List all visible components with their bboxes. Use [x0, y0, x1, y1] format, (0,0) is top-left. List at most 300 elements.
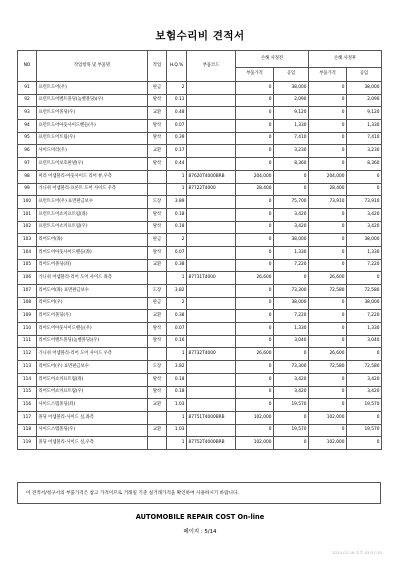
cell-work: [148, 411, 167, 424]
cell-part-code: 87722T4000: [187, 183, 236, 196]
cell-after-labor: 7,220: [347, 259, 382, 272]
cell-no: 117: [18, 411, 37, 424]
cell-work: 탈착: [148, 158, 167, 171]
cell-before-labor: 7,220: [274, 259, 309, 272]
cell-before-labor: 1,330: [274, 120, 309, 133]
table-row: [18, 183, 382, 196]
table-row: [18, 348, 382, 361]
cell-before-labor: 0: [274, 170, 309, 183]
cell-no: 101: [18, 208, 37, 221]
cell-after-part-price: 0: [309, 399, 347, 412]
cell-after-labor: 1,330: [347, 120, 382, 133]
cell-after-labor: 0: [347, 272, 382, 285]
cell-after-part-price: 0: [309, 373, 347, 386]
table-row: [18, 234, 382, 247]
cell-hq: 0.18: [167, 221, 187, 234]
cell-item-name: 리어도어(좌) 표면판금보수: [37, 285, 148, 298]
estimate-rows: [18, 82, 382, 450]
cell-work: 도장: [148, 196, 167, 209]
cell-part-code: 87751T4000BRB: [187, 411, 236, 424]
cell-after-part-price: 73,910: [309, 196, 347, 209]
cell-no: 115: [18, 386, 37, 399]
cell-part-code: [187, 310, 236, 323]
cell-before-labor: 3,230: [274, 145, 309, 158]
cell-no: 95: [18, 132, 37, 145]
cell-no: 110: [18, 323, 37, 336]
cell-work: 탈착: [148, 94, 167, 107]
cell-hq: 0.38: [167, 259, 187, 272]
document-title: 보험수리비 견적서: [155, 30, 245, 42]
cell-before-labor: 0: [274, 272, 309, 285]
cell-before-labor: 75,700: [274, 196, 309, 209]
table-row: [18, 323, 382, 336]
table-row: [18, 132, 382, 145]
cell-after-part-price: 0: [309, 221, 347, 234]
cell-item-name: 리어도어아웃사이드핸들(좌): [37, 246, 148, 259]
header-before-labor: 공임: [274, 68, 309, 82]
cell-after-part-price: 102,000: [309, 411, 347, 424]
cell-part-code: [187, 399, 236, 412]
cell-item-name: 몰딩 어셈블리-사이드 실,우측: [37, 437, 148, 450]
cell-no: 109: [18, 310, 37, 323]
cell-before-part-price: 0: [236, 208, 274, 221]
disclaimer-note: 이 견적서/청구서의 부품가격은 참고 가격이므로 거래일 기준 실거래가격을 확인하여 사용하시기 바랍니다.: [17, 482, 381, 504]
cell-hq: 1.03: [167, 424, 187, 437]
cell-item-name: 리어도어(좌): [37, 234, 148, 247]
cell-item-name: 프런트도어쇼커프트림(우): [37, 221, 148, 234]
cell-after-labor: 8,360: [347, 158, 382, 171]
cell-after-part-price: 204,000: [309, 170, 347, 183]
cell-after-labor: 3,420: [347, 386, 382, 399]
cell-before-labor: 0: [274, 411, 309, 424]
cell-item-name: 미러 어셈블리-아웃사이드 리어 뷰,우측: [37, 170, 148, 183]
table-row: [18, 411, 382, 424]
cell-work: 교환: [148, 310, 167, 323]
cell-work: 탈착: [148, 246, 167, 259]
cell-part-code: [187, 373, 236, 386]
cell-before-labor: 3,420: [274, 221, 309, 234]
cell-hq: 0.18: [167, 386, 187, 399]
cell-work: 탈착: [148, 221, 167, 234]
table-row: [18, 107, 382, 120]
table-row: [18, 82, 382, 95]
cell-before-part-price: 0: [236, 335, 274, 348]
cell-before-labor: 9,120: [274, 107, 309, 120]
cell-after-part-price: 0: [309, 234, 347, 247]
cell-part-code: [187, 323, 236, 336]
cell-hq: 1: [167, 411, 187, 424]
cell-before-part-price: 0: [236, 94, 274, 107]
cell-part-code: [187, 208, 236, 221]
cell-item-name: 프런트도어아웃사이드핸들(우): [37, 120, 148, 133]
header-item-name: 작업항목 및 부품명: [37, 51, 148, 82]
table-row: [18, 259, 382, 272]
cell-no: 97: [18, 158, 37, 171]
cell-hq: 3.82: [167, 361, 187, 374]
table-row: [18, 246, 382, 259]
cell-hq: 0.18: [167, 373, 187, 386]
cell-part-code: [187, 107, 236, 120]
cell-after-labor: 3,040: [347, 335, 382, 348]
cell-before-part-price: 0: [236, 145, 274, 158]
cell-after-labor: 0: [347, 183, 382, 196]
cell-after-labor: 2,090: [347, 94, 382, 107]
cell-after-part-price: 0: [309, 323, 347, 336]
table-row: [18, 285, 382, 298]
cell-work: 교환: [148, 145, 167, 158]
cell-no: 100: [18, 196, 37, 209]
cell-no: 103: [18, 234, 37, 247]
cell-no: 108: [18, 297, 37, 310]
cell-item-name: 리어도어몰딩(우): [37, 310, 148, 323]
cell-before-labor: 1,330: [274, 323, 309, 336]
cell-after-labor: 38,000: [347, 234, 382, 247]
cell-item-name: 가니쉬 어셈블리-리어 도어 사이드 좌측: [37, 272, 148, 285]
cell-before-labor: 19,570: [274, 424, 309, 437]
cell-no: 94: [18, 120, 37, 133]
cell-before-part-price: 0: [236, 107, 274, 120]
cell-before-part-price: 0: [236, 234, 274, 247]
cell-before-part-price: 0: [236, 373, 274, 386]
cell-no: 106: [18, 272, 37, 285]
cell-part-code: [187, 246, 236, 259]
cell-hq: 0.39: [167, 132, 187, 145]
cell-hq: 1: [167, 170, 187, 183]
cell-after-labor: 7,410: [347, 132, 382, 145]
cell-before-part-price: 0: [236, 323, 274, 336]
cell-before-part-price: 0: [236, 361, 274, 374]
cell-no: 113: [18, 361, 37, 374]
estimate-table: [17, 50, 382, 450]
cell-part-code: [187, 94, 236, 107]
cell-before-part-price: 0: [236, 196, 274, 209]
table-row: [18, 208, 382, 221]
cell-hq: 2: [167, 297, 187, 310]
cell-before-part-price: 0: [236, 221, 274, 234]
cell-part-code: [187, 82, 236, 95]
cell-hq: 0.11: [167, 94, 187, 107]
cell-work: 도장: [148, 285, 167, 298]
cell-after-labor: 72,580: [347, 285, 382, 298]
cell-after-labor: 3,420: [347, 373, 382, 386]
cell-hq: 2: [167, 234, 187, 247]
cell-work: [148, 272, 167, 285]
cell-after-part-price: 0: [309, 297, 347, 310]
cell-work: 도장: [148, 361, 167, 374]
cell-work: 탈착: [148, 132, 167, 145]
cell-part-code: [187, 335, 236, 348]
cell-part-code: [187, 120, 236, 133]
cell-before-part-price: 0: [236, 399, 274, 412]
header-hq: H.Q.%: [167, 51, 187, 82]
cell-work: 탈착: [148, 373, 167, 386]
cell-before-labor: 0: [274, 437, 309, 450]
table-row: [18, 158, 382, 171]
cell-no: 107: [18, 285, 37, 298]
table-row: [18, 373, 382, 386]
header-before-assessment: 손해 사정전: [236, 51, 309, 68]
cell-after-part-price: 102,000: [309, 437, 347, 450]
cell-no: 119: [18, 437, 37, 450]
cell-item-name: 가니쉬 어셈블리-프론트 도어 사이드 우측: [37, 183, 148, 196]
cell-part-code: [187, 145, 236, 158]
cell-item-name: 프런트도어보호판넬(우): [37, 158, 148, 171]
cell-before-labor: 3,420: [274, 386, 309, 399]
cell-before-labor: 0: [274, 183, 309, 196]
cell-after-part-price: 72,580: [309, 361, 347, 374]
table-row: [18, 437, 382, 450]
cell-no: 112: [18, 348, 37, 361]
cell-after-labor: 0: [347, 411, 382, 424]
cell-after-part-price: 0: [309, 259, 347, 272]
cell-after-part-price: 0: [309, 158, 347, 171]
cell-after-part-price: 72,580: [309, 285, 347, 298]
cell-no: 93: [18, 107, 37, 120]
cell-before-part-price: 26,600: [236, 272, 274, 285]
cell-hq: 0.48: [167, 107, 187, 120]
cell-after-labor: 1,330: [347, 246, 382, 259]
cell-before-part-price: 0: [236, 120, 274, 133]
cell-hq: 1: [167, 348, 187, 361]
cell-item-name: 프런트도어벨트몰딩(높벨몰딩)(우): [37, 94, 148, 107]
cell-before-labor: 8,360: [274, 158, 309, 171]
header-after-part-price: 부품가격: [309, 68, 347, 82]
cell-after-part-price: 0: [309, 310, 347, 323]
cell-work: 교환: [148, 107, 167, 120]
cell-before-part-price: 102,000: [236, 437, 274, 450]
table-row: [18, 424, 382, 437]
cell-hq: 3.89: [167, 196, 187, 209]
header-no: NO: [18, 51, 37, 82]
cell-hq: 1: [167, 272, 187, 285]
cell-hq: 0.18: [167, 208, 187, 221]
cell-work: 탈착: [148, 335, 167, 348]
cell-before-labor: 19,570: [274, 399, 309, 412]
cell-before-part-price: 0: [236, 285, 274, 298]
table-row: [18, 310, 382, 323]
cell-before-labor: 38,000: [274, 234, 309, 247]
cell-no: 92: [18, 94, 37, 107]
cell-after-labor: 19,570: [347, 399, 382, 412]
cell-before-labor: 38,000: [274, 297, 309, 310]
table-row: [18, 361, 382, 374]
cell-item-name: 몰딩 어셈블리-사이드 실,좌측: [37, 411, 148, 424]
cell-before-labor: 7,220: [274, 310, 309, 323]
cell-after-part-price: 0: [309, 335, 347, 348]
cell-work: [148, 437, 167, 450]
table-row: [18, 221, 382, 234]
cell-part-code: [187, 132, 236, 145]
cell-no: 99: [18, 183, 37, 196]
cell-before-part-price: 0: [236, 132, 274, 145]
cell-after-labor: 0: [347, 170, 382, 183]
cell-work: 판금: [148, 297, 167, 310]
header-after-assessment: 손해 사정후: [309, 51, 382, 68]
cell-before-labor: 73,300: [274, 361, 309, 374]
cell-item-name: 프런트도어트림(우): [37, 132, 148, 145]
cell-item-name: 리어도어쇼커프트림(우): [37, 386, 148, 399]
cell-no: 98: [18, 170, 37, 183]
cell-item-name: 리어도어아웃사이드핸들(우): [37, 323, 148, 336]
cell-work: 탈착: [148, 386, 167, 399]
cell-hq: 0.16: [167, 335, 187, 348]
cell-no: 96: [18, 145, 37, 158]
cell-before-part-price: 0: [236, 424, 274, 437]
cell-item-name: 가니쉬 어셈블리-리어 도어 사이드 우측: [37, 348, 148, 361]
cell-work: 판금: [148, 82, 167, 95]
cell-item-name: 프런트도어(우): [37, 82, 148, 95]
cell-before-labor: 3,420: [274, 208, 309, 221]
cell-work: [148, 183, 167, 196]
cell-after-part-price: 26,600: [309, 272, 347, 285]
cell-hq: 1: [167, 183, 187, 196]
table-row: [18, 170, 382, 183]
cell-after-part-price: 28,400: [309, 183, 347, 196]
cell-item-name: 리어도어몰딩(좌): [37, 259, 148, 272]
cell-before-part-price: 0: [236, 246, 274, 259]
cell-item-name: 사이드스텝몰딩(우): [37, 424, 148, 437]
cell-work: 교환: [148, 424, 167, 437]
cell-item-name: 리어도어쇼커프트림(좌): [37, 373, 148, 386]
cell-work: [148, 170, 167, 183]
header-before-part-price: 부품가격: [236, 68, 274, 82]
cell-after-labor: 3,420: [347, 221, 382, 234]
cell-after-labor: 38,000: [347, 82, 382, 95]
cell-after-labor: 7,220: [347, 310, 382, 323]
cell-after-labor: 3,420: [347, 208, 382, 221]
page-number: 페이지 : 5/14: [183, 529, 217, 535]
cell-hq: 2: [167, 82, 187, 95]
cell-after-part-price: 0: [309, 132, 347, 145]
cell-hq: 0.07: [167, 120, 187, 133]
cell-before-labor: 7,410: [274, 132, 309, 145]
header-after-labor: 공임: [347, 68, 382, 82]
cell-no: 114: [18, 373, 37, 386]
cell-work: 교환: [148, 399, 167, 412]
cell-hq: 1: [167, 437, 187, 450]
cell-part-code: [187, 234, 236, 247]
cell-part-code: [187, 285, 236, 298]
cell-part-code: [187, 424, 236, 437]
cell-after-part-price: 0: [309, 94, 347, 107]
cell-after-part-price: 0: [309, 120, 347, 133]
cell-part-code: 87732T4000: [187, 348, 236, 361]
cell-item-name: 리어도어벨트몰딩(높벨몰딩)(우): [37, 335, 148, 348]
table-row: [18, 145, 382, 158]
cell-before-part-price: 0: [236, 82, 274, 95]
table-row: [18, 386, 382, 399]
cell-work: 교환: [148, 259, 167, 272]
cell-before-part-price: 0: [236, 259, 274, 272]
cell-no: 102: [18, 221, 37, 234]
cell-part-code: 87620T4000BRB: [187, 170, 236, 183]
cell-work: 판금: [148, 234, 167, 247]
cell-hq: 0.17: [167, 145, 187, 158]
cell-before-part-price: 0: [236, 158, 274, 171]
footer-title: AUTOMOBILE REPAIR COST On-line: [135, 513, 265, 521]
table-row: [18, 94, 382, 107]
header-work: 작업: [148, 51, 167, 82]
cell-item-name: 프런트도어쇼커프트림(좌): [37, 208, 148, 221]
cell-before-part-price: 0: [236, 297, 274, 310]
cell-part-code: [187, 259, 236, 272]
cell-no: 116: [18, 399, 37, 412]
cell-before-labor: 1,330: [274, 246, 309, 259]
cell-part-code: [187, 221, 236, 234]
cell-no: 118: [18, 424, 37, 437]
cell-part-code: [187, 361, 236, 374]
cell-before-part-price: 0: [236, 386, 274, 399]
cell-hq: 3.82: [167, 285, 187, 298]
cell-after-labor: 0: [347, 348, 382, 361]
cell-part-code: 87731T4000: [187, 272, 236, 285]
cell-after-part-price: 0: [309, 386, 347, 399]
cell-hq: 0.07: [167, 246, 187, 259]
cell-work: 탈착: [148, 323, 167, 336]
cell-work: [148, 348, 167, 361]
table-row: [18, 196, 382, 209]
cell-after-labor: 19,570: [347, 424, 382, 437]
cell-before-part-price: 102,000: [236, 411, 274, 424]
cell-after-part-price: 0: [309, 246, 347, 259]
table-row: [18, 272, 382, 285]
cell-item-name: 리어도어(우): [37, 297, 148, 310]
cell-part-code: [187, 386, 236, 399]
cell-before-labor: 0: [274, 348, 309, 361]
cell-work: 탈착: [148, 208, 167, 221]
cell-item-name: 사이드미러(우): [37, 145, 148, 158]
cell-after-labor: 1,330: [347, 323, 382, 336]
cell-before-part-price: 204,000: [236, 170, 274, 183]
table-row: [18, 120, 382, 133]
cell-work: 탈착: [148, 120, 167, 133]
cell-no: 104: [18, 246, 37, 259]
cell-part-code: [187, 297, 236, 310]
cell-item-name: 사이드스텝몰딩(좌): [37, 399, 148, 412]
cell-before-part-price: 26,600: [236, 348, 274, 361]
cell-after-labor: 9,120: [347, 107, 382, 120]
cell-hq: 1.03: [167, 399, 187, 412]
cell-after-part-price: 0: [309, 82, 347, 95]
table-row: [18, 297, 382, 310]
cell-after-part-price: 0: [309, 107, 347, 120]
cell-before-labor: 2,090: [274, 94, 309, 107]
cell-part-code: [187, 158, 236, 171]
cell-no: 105: [18, 259, 37, 272]
cell-after-labor: 0: [347, 437, 382, 450]
cell-before-labor: 73,300: [274, 285, 309, 298]
cell-after-labor: 73,910: [347, 196, 382, 209]
cell-no: 91: [18, 82, 37, 95]
cell-after-labor: 72,580: [347, 361, 382, 374]
cell-hq: 0.07: [167, 323, 187, 336]
cell-part-code: 87752T4000BRB: [187, 437, 236, 450]
cell-before-labor: 3,040: [274, 335, 309, 348]
cell-before-labor: 38,000: [274, 82, 309, 95]
cell-after-part-price: 0: [309, 208, 347, 221]
cell-item-name: 리어도어(우) 표면판금보수: [37, 361, 148, 374]
table-row: [18, 335, 382, 348]
cell-after-part-price: 26,600: [309, 348, 347, 361]
cell-after-labor: 3,230: [347, 145, 382, 158]
cell-item-name: 프런트도어(우) 표면판금보수: [37, 196, 148, 209]
cell-after-part-price: 0: [309, 145, 347, 158]
cell-after-labor: 38,000: [347, 297, 382, 310]
print-timestamp: 2024-01-16 오후 03:57:30: [331, 550, 382, 555]
cell-item-name: 프런트도어몰딩(우): [37, 107, 148, 120]
cell-hq: 0.38: [167, 310, 187, 323]
cell-part-code: [187, 196, 236, 209]
